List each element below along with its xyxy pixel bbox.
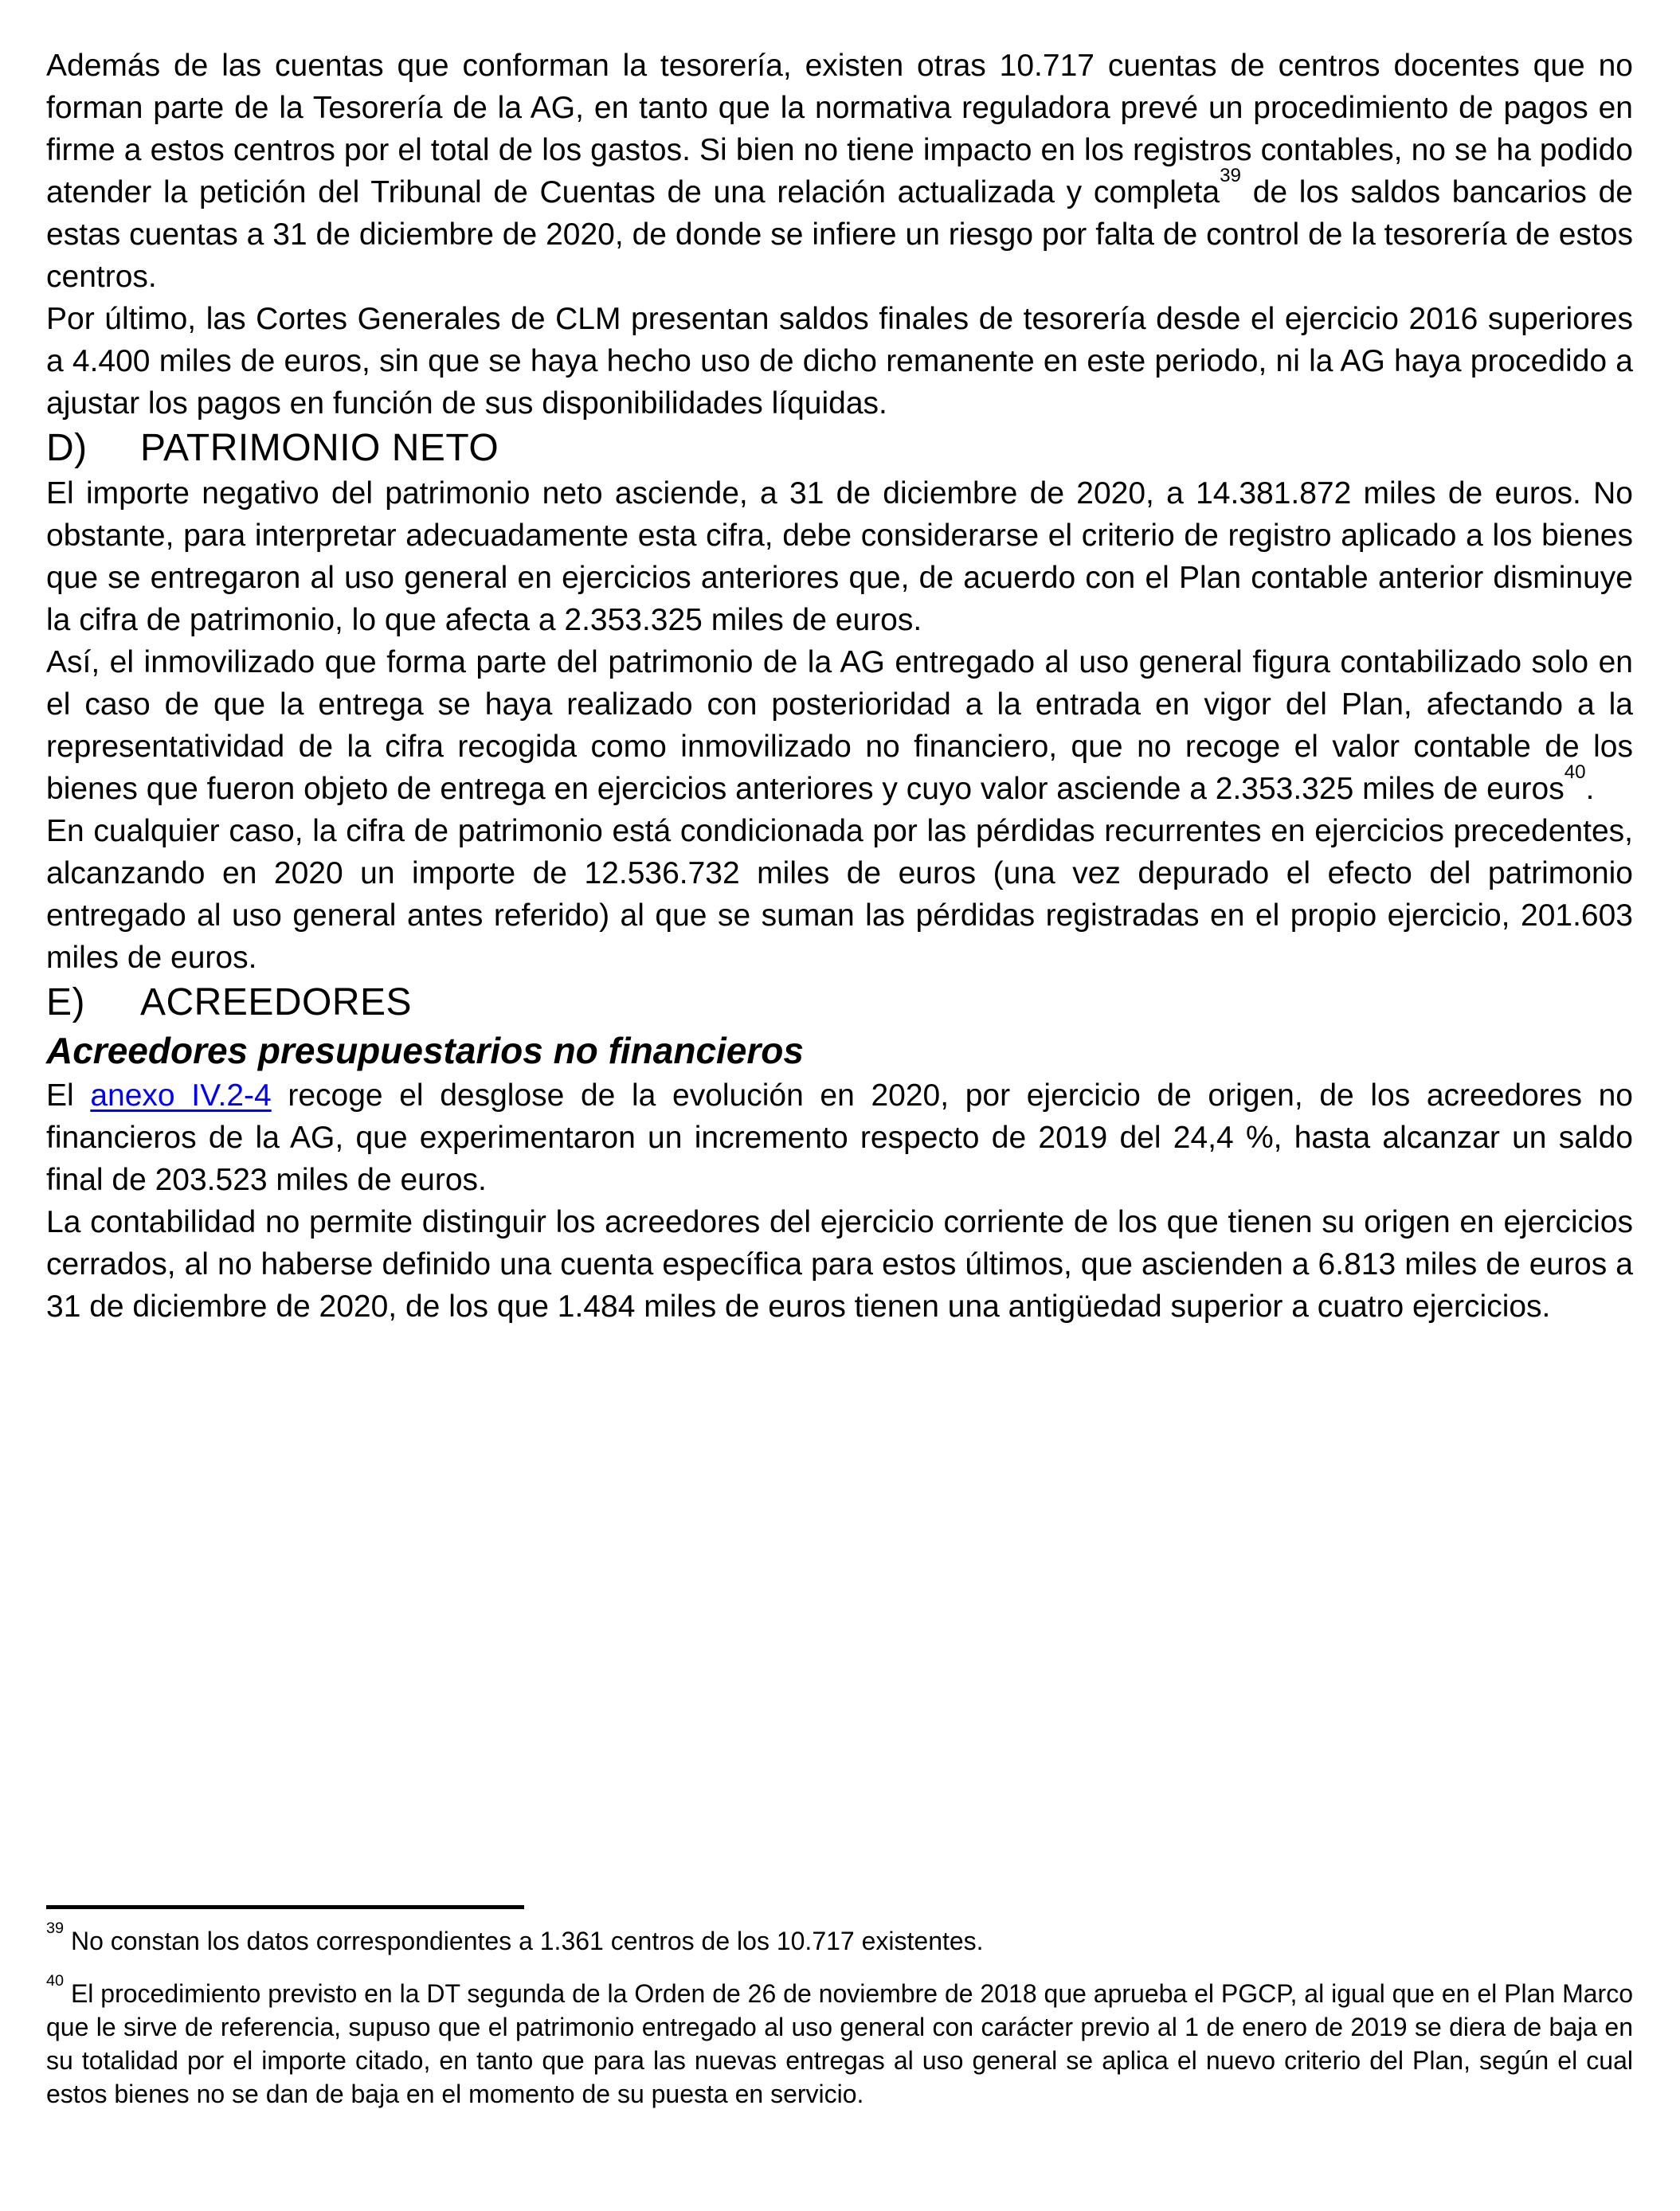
footnote-39-marker: 39 [46,1919,65,1937]
footnote-ref-40: 40 [1564,761,1586,784]
paragraph-cortes-generales: Por último, las Cortes Generales de CLM presentan saldos finales de tesorería desde el ejercicio 2016 superiores a 4.400 miles de euros, sin que se haya hecho uso de dicho remanente en este periodo, ni la AG haya procedido a ajustar los pagos en función de sus disponibilidades líquidas. [46,302,1633,421]
paragraph-cuentas-tesoreria [46,45,1633,298]
heading-letter: D) [46,427,88,469]
paragraph-text: Así, el inmovilizado que forma parte del patrimonio de la AG entregado al uso general figura contabilizado solo en el caso de que la entrega se haya realizado con posterioridad a la entrada en vigor del Plan, afectando a la representatividad de la cifra recogida como inmovilizado no financiero, que no recoge el valor contable de los bienes que fueron objeto de entrega en ejercicios anteriores y cuyo valor asciende a 2.353.325 miles de euros [46,645,1633,806]
footnote-text: El procedimiento previsto en la DT segunda de la Orden de 26 de noviembre de 2018 que aprueba el PGCP, al igual que en el Plan Marco que le sirve de referencia, supuso que el patrimonio entregado al uso general con carácter previo al 1 de enero de 2019 se diera de baja en su totalidad por el importe citado, en tanto que para las nuevas entregas al uso general se aplica el nuevo criterio del Plan, según el cual estos bienes no se dan de baja en el momento de su puesta en servicio. [46,1979,1633,2108]
paragraph-perdidas-recurrentes: En cualquier caso, la cifra de patrimonio está condicionada por las pérdidas recurrentes en ejercicios precedentes, alcanzando en 2020 un importe de 12.536.732 miles de euros (una vez depurado el efecto del patrimonio entregado al uso general antes referido) al que se suman las pérdidas registradas en el propio ejercicio, 201.603 miles de euros. [46,814,1633,975]
paragraph-anexo-evolucion [46,1074,1633,1201]
anexo-iv-2-4-link[interactable]: anexo IV.2-4 [90,1078,272,1113]
footnote-39 [46,1919,1633,1958]
footnote-text: No constan los datos correspondientes a 1.361 centros de los 10.717 existentes. [64,1927,984,1955]
footnotes-section [46,1905,1633,2111]
heading-patrimonio-neto [46,425,1633,472]
footnote-ref-39: 39 [1220,165,1241,187]
paragraph-importe-negativo: El importe negativo del patrimonio neto asciende, a 31 de diciembre de 2020, a 14.381.872 miles de euros. No obstante, para interpretar adecuadamente esta cifra, debe considerarse el criterio de registro aplicado a los bienes que se entregaron al uso general en ejercicios anteriores que, de acuerdo con el Plan contable anterior disminuye la cifra de patrimonio, lo que afecta a 2.353.325 miles de euros. [46,476,1633,637]
paragraph-text: El [46,1078,91,1113]
heading-letter: E) [46,981,85,1023]
paragraph-text: Además de las cuentas que conforman la tesorería, existen otras 10.717 cuentas de centros docentes que no forman parte de la Tesorería de la AG, en tanto que la normativa reguladora prevé un procedimiento de pagos en firme a estos centros por el total de los gastos. Si bien no tiene impacto en los registros contables, no se ha podido atender la petición del Tribunal de Cuentas de una relación actualizada y completa [46,49,1633,209]
paragraph-contabilidad-acreedores: La contabilidad no permite distinguir los acreedores del ejercicio corriente de los que tienen su origen en ejercicios cerrados, al no haberse definido una cuenta específica para estos últimos, que ascienden a 6.813 miles de euros a 31 de diciembre de 2020, de los que 1.484 miles de euros tienen una antigüedad superior a cuatro ejercicios. [46,1205,1633,1324]
heading-title: PATRIMONIO NETO [140,427,499,469]
heading-title: ACREEDORES [140,981,413,1023]
paragraph-text: de los saldos bancarios de estas cuentas a 31 de diciembre de 2020, de donde se infiere un riesgo por falta de control de la tesorería de estos centros. [46,175,1633,294]
footnote-40-marker: 40 [46,1971,65,1990]
paragraph-inmovilizado [46,641,1633,810]
footnote-separator [46,1905,524,1909]
subheading-acreedores-presupuestarios: Acreedores presupuestarios no financieros [46,1030,804,1071]
paragraph-text: . [1585,772,1595,806]
paragraph-text: recoge el desglose de la evolución en 2020, por ejercicio de origen, de los acreedores no financieros de la AG, que experimentaron un incremento respecto de 2019 del 24,4 %, hasta alcanzar un saldo final de 203.523 miles de euros. [46,1078,1633,1197]
footnote-40 [46,1971,1633,2111]
heading-acreedores [46,979,1633,1027]
